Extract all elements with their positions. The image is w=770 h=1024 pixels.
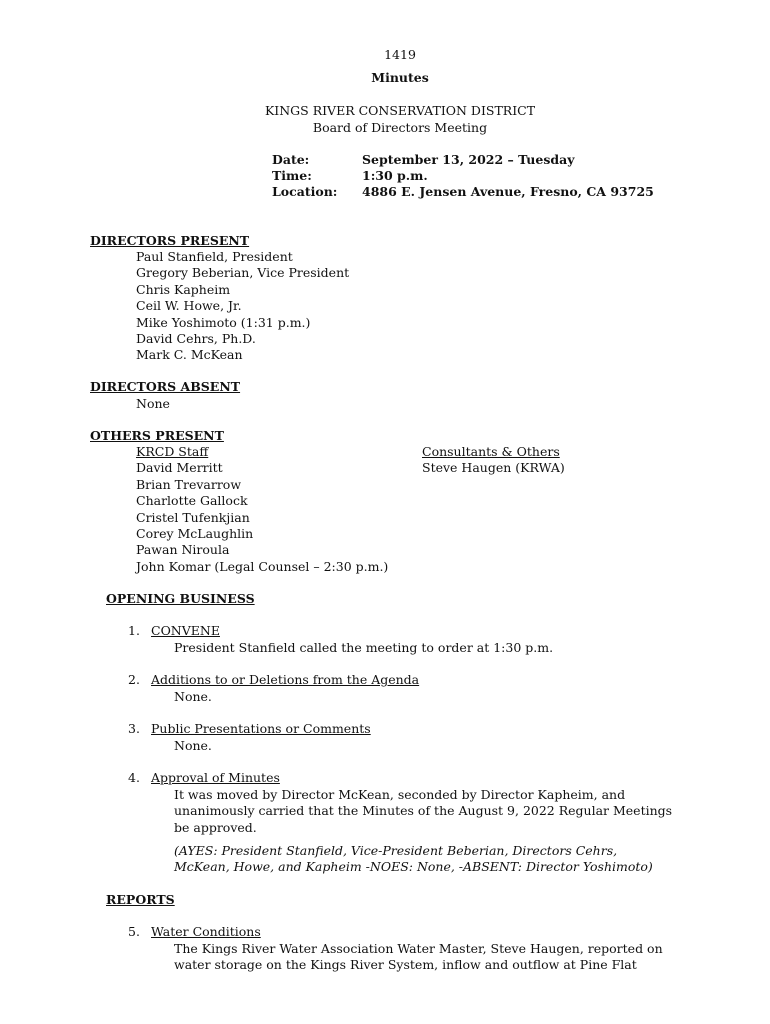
- location-value: 4886 E. Jensen Avenue, Fresno, CA 93725: [362, 184, 654, 199]
- list-item: John Komar (Legal Counsel – 2:30 p.m.): [136, 558, 389, 574]
- list-item: Corey McLaughlin: [136, 526, 254, 542]
- item-number: 5.: [128, 924, 140, 939]
- item-body: None.: [174, 738, 212, 753]
- list-item: Pawan Niroula: [136, 542, 230, 558]
- item-number: 4.: [128, 770, 140, 785]
- item-body: The Kings River Water Association Water Master, Steve Haugen, reported on water storage on the Kings River System, inflow and outflow at Pine Flat: [174, 941, 663, 973]
- vote-record: (AYES: President Stanfield, Vice-President Beberian, Directors Cehrs, McKean, Howe, and Kapheim -NOES: None, -ABSENT: Director Yoshimoto): [174, 843, 653, 875]
- list-item: Charlotte Gallock: [136, 493, 248, 509]
- consultants-list: [422, 444, 565, 477]
- item-title: Approval of Minutes: [151, 770, 280, 785]
- date-label: Date:: [272, 152, 310, 167]
- item-number: 3.: [128, 721, 140, 736]
- date-value: September 13, 2022 – Tuesday: [362, 152, 575, 167]
- directors-absent-heading: DIRECTORS ABSENT: [90, 379, 241, 394]
- consultants-heading: Consultants & Others: [422, 444, 560, 459]
- directors-present-heading: DIRECTORS PRESENT: [90, 233, 250, 248]
- list-item: David Merritt: [136, 460, 223, 476]
- time-label: Time:: [272, 168, 312, 183]
- staff-heading: KRCD Staff: [136, 444, 209, 459]
- list-item: Cristel Tufenkjian: [136, 509, 250, 525]
- time-value: 1:30 p.m.: [362, 168, 428, 183]
- list-item: Gregory Beberian, Vice President: [136, 265, 350, 281]
- item-title: Water Conditions: [151, 924, 261, 939]
- list-item: David Cehrs, Ph.D.: [136, 331, 256, 347]
- location-label: Location:: [272, 184, 338, 199]
- reports-heading: REPORTS: [106, 892, 175, 907]
- list-item: Brian Trevarrow: [136, 476, 242, 492]
- item-body: It was moved by Director McKean, seconded by Director Kapheim, and unanimously carried that the Minutes of the August 9, 2022 Regular Meetings be approved.: [174, 787, 673, 835]
- meeting-name: Board of Directors Meeting: [312, 120, 488, 135]
- page-number: 1419: [384, 47, 416, 62]
- list-item: Mark C. McKean: [136, 347, 243, 363]
- item-title: CONVENE: [151, 623, 220, 638]
- item-number: 2.: [128, 672, 140, 687]
- staff-list: [136, 444, 388, 575]
- list-item: Steve Haugen (KRWA): [422, 460, 565, 476]
- document-title: Minutes: [371, 70, 429, 85]
- directors-absent-list: None: [136, 396, 170, 411]
- others-present-heading: OTHERS PRESENT: [90, 428, 224, 443]
- list-item: Ceil W. Howe, Jr.: [136, 298, 242, 314]
- list-item: Paul Stanfield, President: [136, 249, 293, 264]
- item-title: Additions to or Deletions from the Agenda: [151, 672, 420, 687]
- list-item: Chris Kapheim: [136, 281, 231, 297]
- item-number: 1.: [128, 623, 140, 638]
- item-title: Public Presentations or Comments: [151, 721, 371, 736]
- directors-present-list: [136, 249, 349, 364]
- opening-business-heading: OPENING BUSINESS: [106, 591, 255, 606]
- item-body: None.: [174, 689, 212, 704]
- item-body: President Stanfield called the meeting to order at 1:30 p.m.: [174, 640, 554, 655]
- list-item: Mike Yoshimoto (1:31 p.m.): [136, 314, 311, 330]
- organization-name: KINGS RIVER CONSERVATION DISTRICT: [264, 103, 536, 118]
